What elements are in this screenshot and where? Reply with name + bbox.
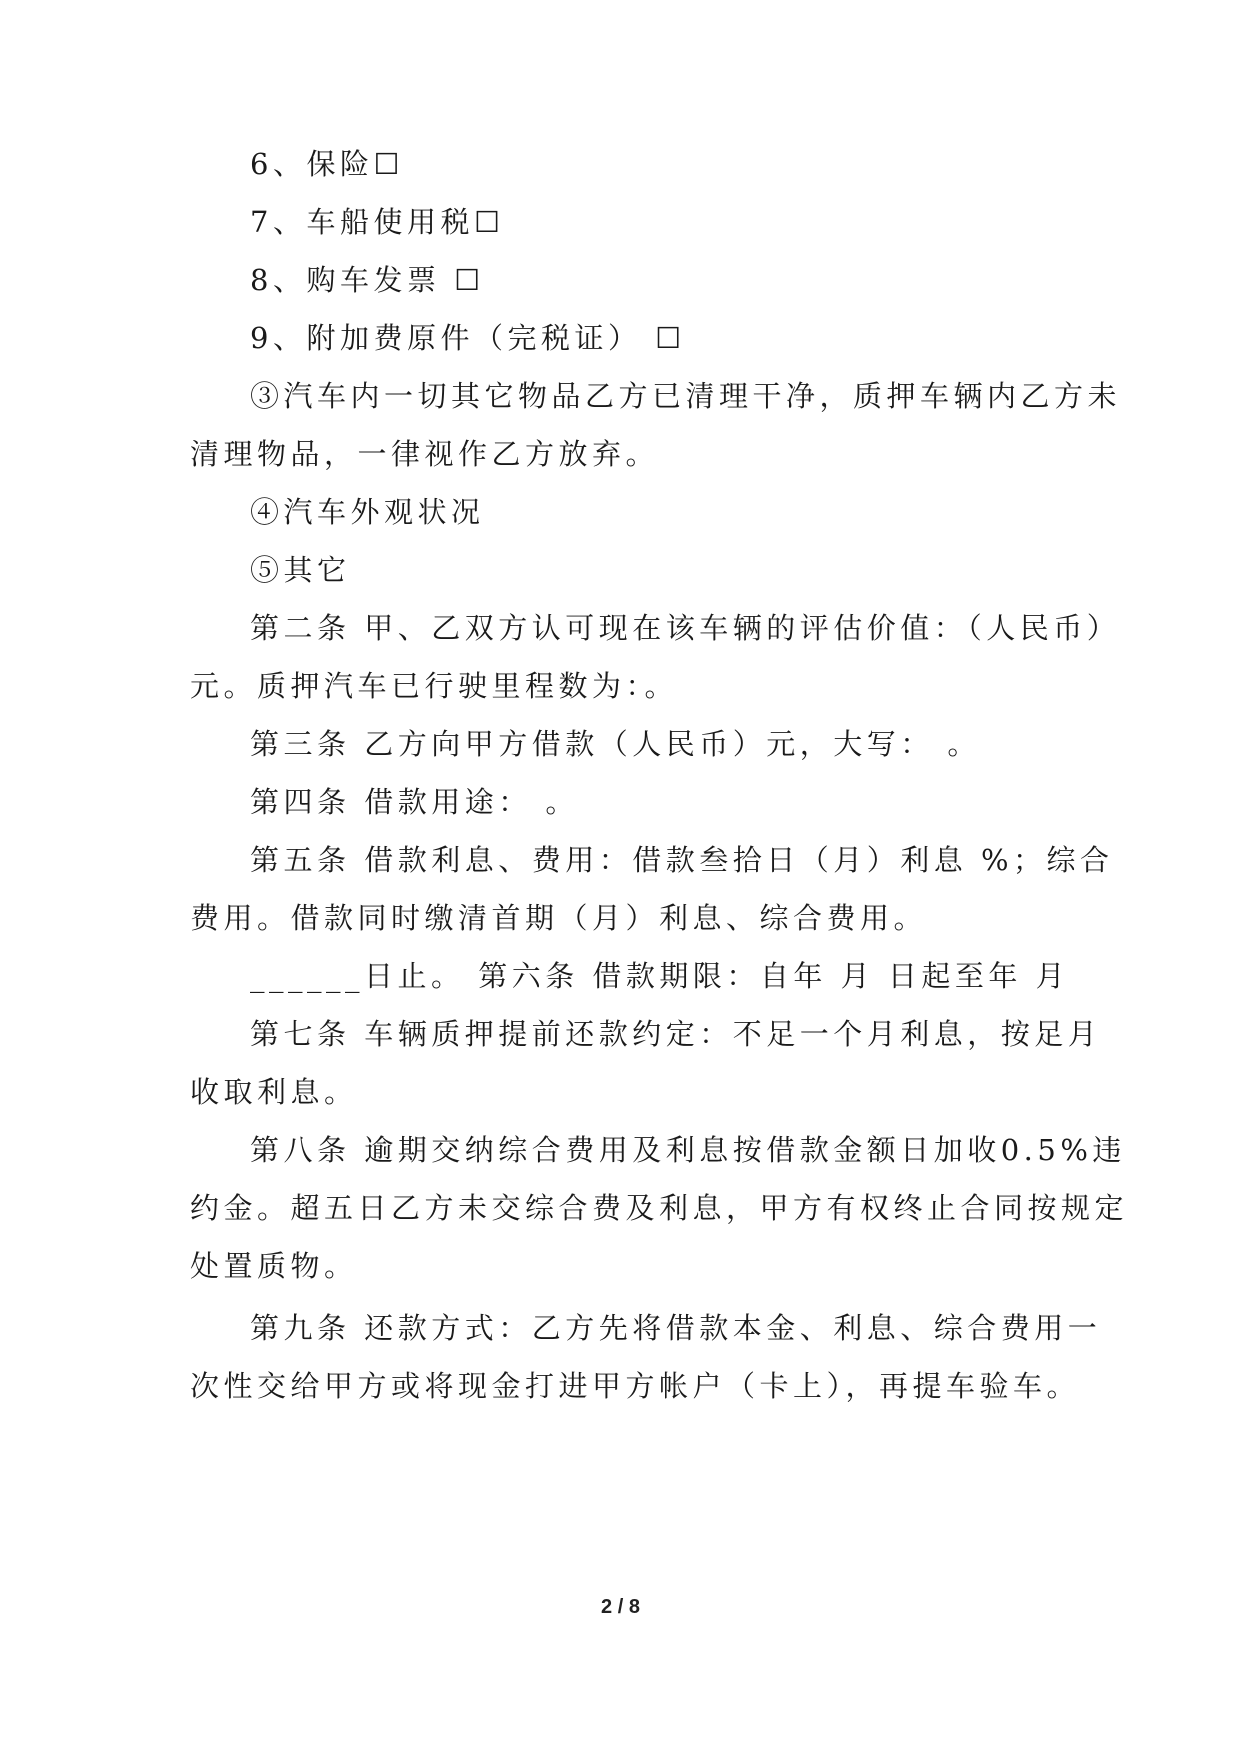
article-8-late-payment-end: 处置质物。: [190, 1249, 358, 1283]
clause-4-appearance: ④汽车外观状况: [250, 495, 485, 529]
article-4-loan-purpose: 第四条 借款用途： 。: [250, 785, 579, 819]
item-6-insurance: 6、保险☐: [250, 147, 404, 181]
page-number: 2 / 8: [601, 1596, 640, 1618]
article-9-repayment-method-cont: 次性交给甲方或将现金打进甲方帐户（卡上），再提车验车。: [190, 1369, 1081, 1403]
article-2-valuation: 第二条 甲、乙双方认可现在该车辆的评估价值：（人民币）: [250, 611, 1121, 645]
item-8-purchase-invoice: 8、购车发票 ☐: [250, 263, 485, 297]
clause-3-items-cleared: ③汽车内一切其它物品乙方已清理干净，质押车辆内乙方未: [250, 379, 1122, 413]
item-7-vehicle-tax: 7、车船使用税☐: [250, 205, 505, 239]
article-8-late-payment: 第八条 逾期交纳综合费用及利息按借款金额日加收0.5%违: [250, 1133, 1126, 1167]
article-5-interest-fees: 第五条 借款利息、费用：借款叁拾日（月）利息 %；综合: [250, 843, 1114, 877]
item-9-surcharge-original: 9、附加费原件（完税证） ☐: [250, 321, 686, 355]
article-3-loan-amount: 第三条 乙方向甲方借款（人民币）元，大写： 。: [250, 727, 981, 761]
article-7-early-repayment: 第七条 车辆质押提前还款约定：不足一个月利息，按足月: [250, 1017, 1102, 1051]
article-8-late-payment-cont: 约金。超五日乙方未交综合费及利息，甲方有权终止合同按规定: [190, 1191, 1129, 1225]
article-2-valuation-cont: 元。质押汽车已行驶里程数为：。: [190, 669, 679, 703]
article-5-interest-fees-cont: 费用。借款同时缴清首期（月）利息、综合费用。: [190, 901, 928, 935]
clause-5-other: ⑤其它: [250, 553, 351, 587]
article-9-repayment-method: 第九条 还款方式：乙方先将借款本金、利息、综合费用一: [250, 1311, 1102, 1345]
clause-3-items-cleared-cont: 清理物品，一律视作乙方放弃。: [190, 437, 660, 471]
article-6-loan-term: ______日止。 第六条 借款期限：自年 月 日起至年 月: [250, 959, 1070, 993]
article-7-early-repayment-cont: 收取利息。: [190, 1075, 358, 1109]
